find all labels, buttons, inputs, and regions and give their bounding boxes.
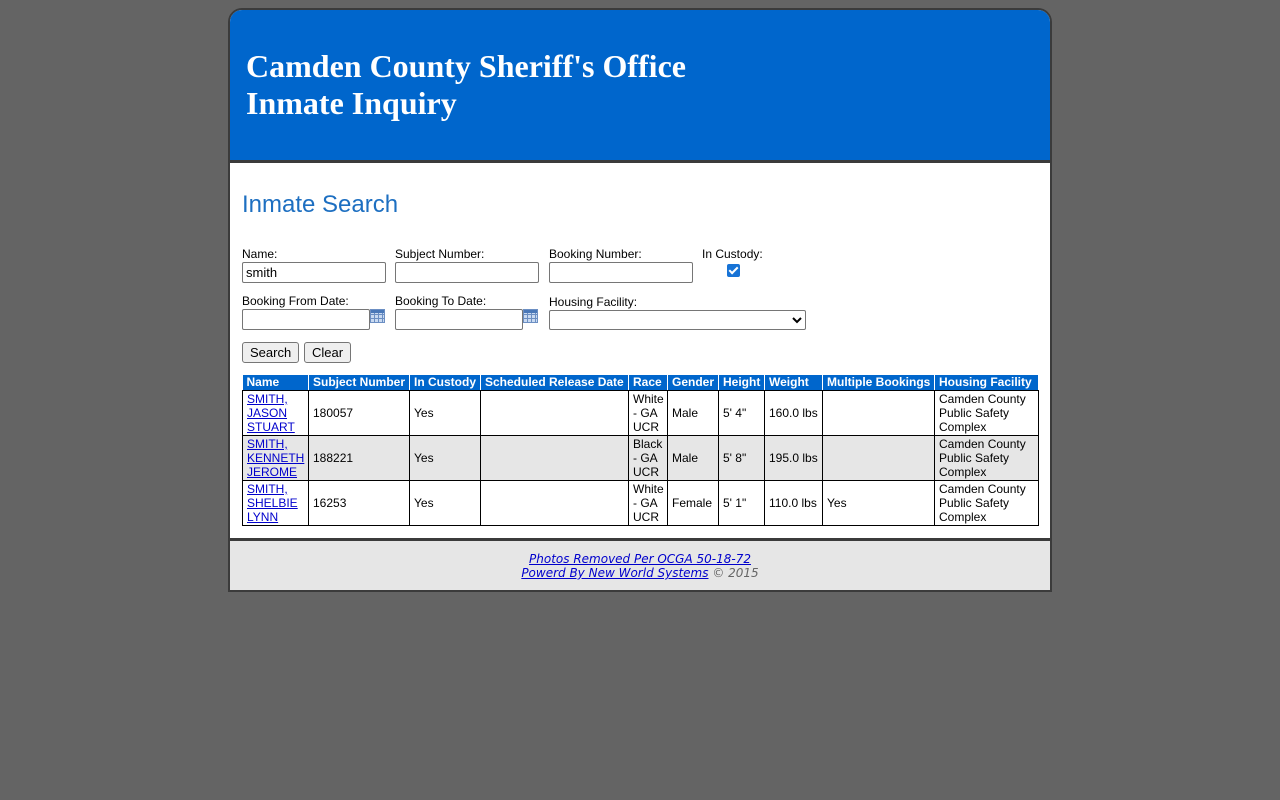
from-date-field-group: [242, 294, 370, 330]
to-date-field-group: [395, 294, 523, 330]
weight-cell: 110.0 lbs: [765, 481, 823, 526]
name-field-group: [242, 247, 386, 283]
inmate-link[interactable]: SMITH, SHELBIE LYNN: [247, 482, 298, 524]
gender-cell: Male: [668, 391, 719, 436]
release-date-cell: [481, 436, 629, 481]
height-cell: 5' 1": [719, 481, 765, 526]
column-header[interactable]: Height: [719, 375, 765, 391]
booking-from-date-label: Booking From Date:: [242, 294, 349, 308]
gender-cell: Female: [668, 481, 719, 526]
calendar-icon[interactable]: [370, 309, 385, 323]
multiple-bookings-cell: [823, 436, 935, 481]
column-header[interactable]: Weight: [765, 375, 823, 391]
inmate-link[interactable]: SMITH, KENNETH JEROME: [247, 437, 305, 479]
in-custody-label: In Custody:: [702, 247, 763, 261]
facility-field-group: [549, 295, 806, 330]
column-header[interactable]: Gender: [668, 375, 719, 391]
photos-removed-link[interactable]: Photos Removed Per OCGA 50-18-72: [529, 552, 751, 566]
release-date-cell: [481, 481, 629, 526]
subject-number-input[interactable]: [395, 262, 539, 283]
name-label: Name:: [242, 247, 278, 261]
footer: [230, 538, 1050, 590]
name-input[interactable]: [242, 262, 386, 283]
race-cell: White - GA UCR: [629, 481, 668, 526]
race-cell: White - GA UCR: [629, 391, 668, 436]
copyright-text: © 2015: [712, 566, 759, 580]
housing-facility-cell: Camden County Public Safety Complex: [935, 391, 1039, 436]
header-title: Camden County Sheriff's Office: [246, 48, 686, 84]
header-banner: [230, 10, 1050, 163]
subject-field-group: [395, 247, 539, 283]
in-custody-cell: Yes: [410, 481, 481, 526]
search-button[interactable]: Search: [242, 342, 299, 363]
housing-facility-select[interactable]: [549, 310, 806, 330]
in-custody-cell: Yes: [410, 436, 481, 481]
calendar-icon[interactable]: [523, 309, 538, 323]
booking-field-group: [549, 247, 693, 283]
clear-button[interactable]: Clear: [304, 342, 351, 363]
custody-field-group: [702, 247, 763, 262]
subject-number-cell: 16253: [309, 481, 410, 526]
page-container: [228, 8, 1052, 592]
housing-facility-cell: Camden County Public Safety Complex: [935, 436, 1039, 481]
results-table: [242, 375, 1039, 526]
column-header[interactable]: Housing Facility: [935, 375, 1039, 391]
table-header-row: [243, 375, 1039, 391]
inmate-link[interactable]: SMITH, JASON STUART: [247, 392, 295, 434]
name-cell: [243, 436, 309, 481]
table-row: [243, 436, 1039, 481]
booking-to-date-input[interactable]: [395, 309, 523, 330]
column-header[interactable]: In Custody: [410, 375, 481, 391]
race-cell: Black - GA UCR: [629, 436, 668, 481]
in-custody-checkbox[interactable]: [727, 264, 740, 277]
multiple-bookings-cell: [823, 391, 935, 436]
search-panel: [230, 163, 1050, 538]
name-cell: [243, 391, 309, 436]
subject-number-label: Subject Number:: [395, 247, 485, 261]
height-cell: 5' 8": [719, 436, 765, 481]
release-date-cell: [481, 391, 629, 436]
header-subtitle: Inmate Inquiry: [246, 85, 457, 121]
column-header[interactable]: Name: [243, 375, 309, 391]
subject-number-cell: 180057: [309, 391, 410, 436]
page-title: Inmate Search: [242, 191, 399, 218]
multiple-bookings-cell: Yes: [823, 481, 935, 526]
column-header[interactable]: Race: [629, 375, 668, 391]
housing-facility-cell: Camden County Public Safety Complex: [935, 481, 1039, 526]
name-cell: [243, 481, 309, 526]
powered-by-link[interactable]: Powerd By New World Systems: [521, 566, 709, 580]
column-header[interactable]: Scheduled Release Date: [481, 375, 629, 391]
booking-to-date-label: Booking To Date:: [395, 294, 487, 308]
weight-cell: 160.0 lbs: [765, 391, 823, 436]
housing-facility-label: Housing Facility:: [549, 295, 638, 309]
column-header[interactable]: Multiple Bookings: [823, 375, 935, 391]
booking-from-date-input[interactable]: [242, 309, 370, 330]
in-custody-cell: Yes: [410, 391, 481, 436]
gender-cell: Male: [668, 436, 719, 481]
subject-number-cell: 188221: [309, 436, 410, 481]
weight-cell: 195.0 lbs: [765, 436, 823, 481]
height-cell: 5' 4": [719, 391, 765, 436]
table-row: [243, 391, 1039, 436]
column-header[interactable]: Subject Number: [309, 375, 410, 391]
booking-number-input[interactable]: [549, 262, 693, 283]
booking-number-label: Booking Number:: [549, 247, 642, 261]
table-row: [243, 481, 1039, 526]
